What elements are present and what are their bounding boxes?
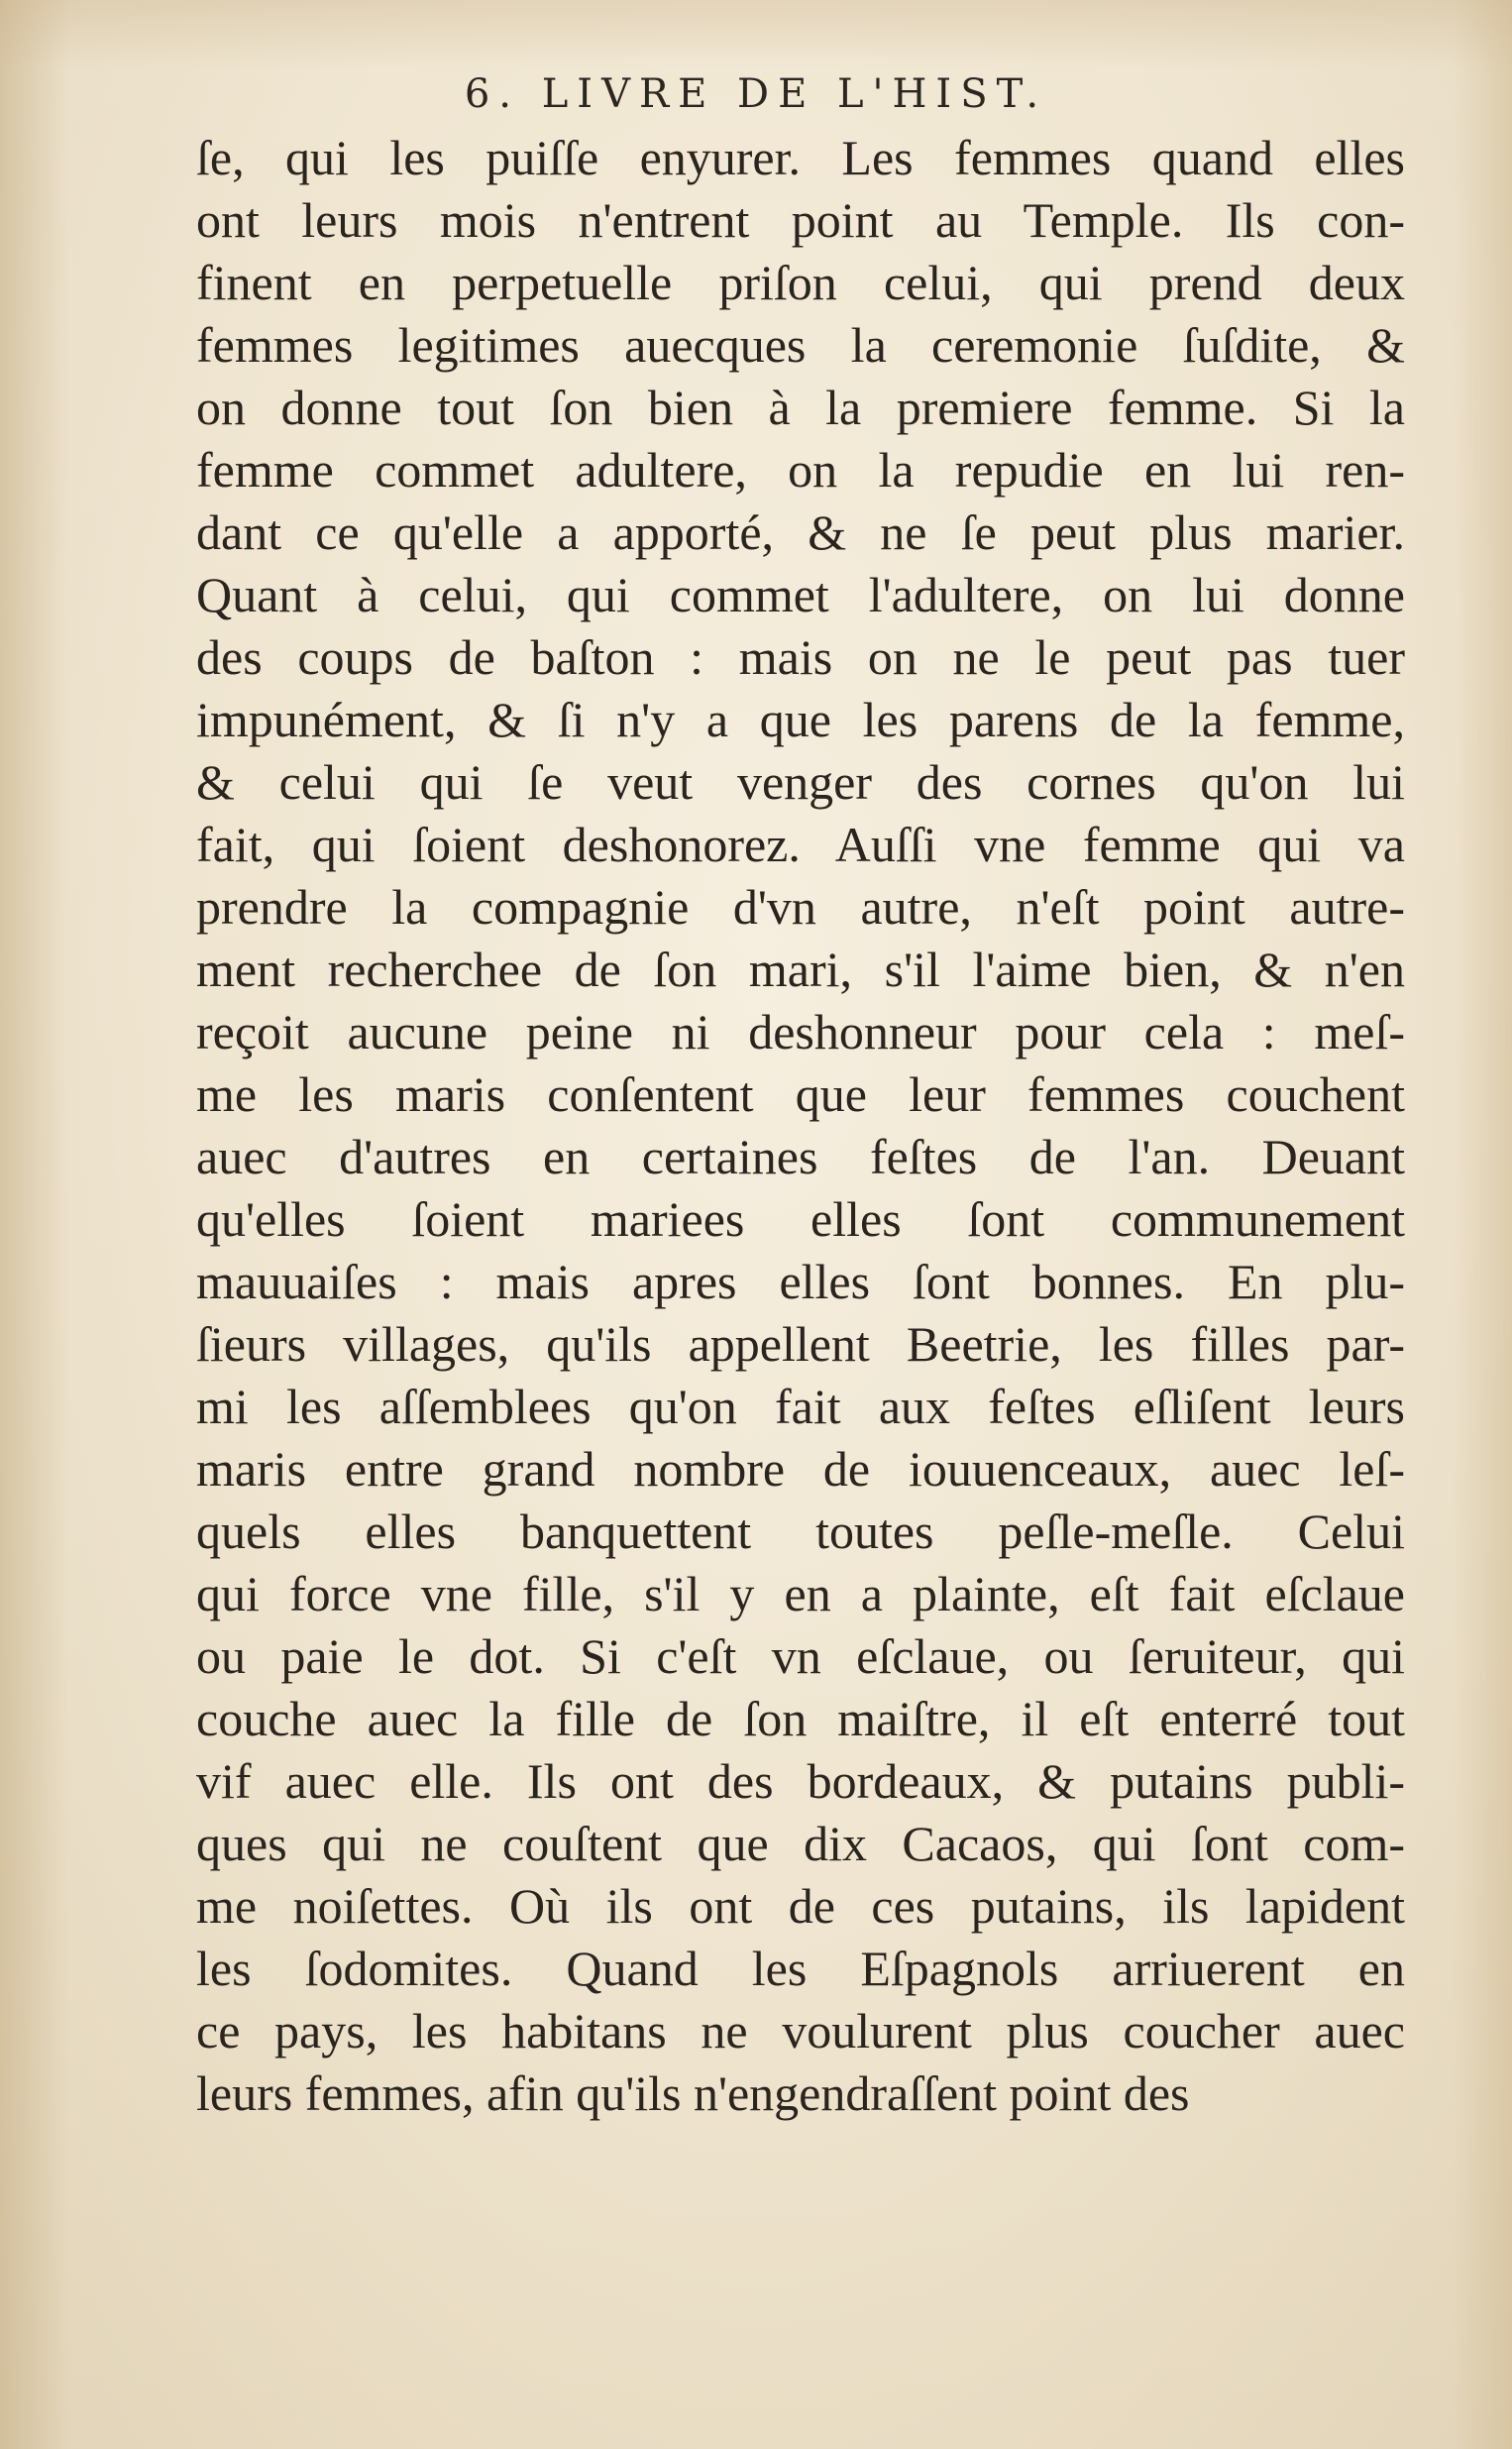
text-line: ou paie le dot. Si c'eſt vn eſclaue, ou ſeruiteur, qui: [196, 1628, 1405, 1684]
text-line: ment recherchee de ſon mari, s'il l'aime bien, & n'en: [196, 942, 1405, 997]
text-line: les ſodomites. Quand les Eſpagnols arriuerent en: [196, 1941, 1405, 1996]
text-line: Quant à celui, qui commet l'adultere, on lui donne: [196, 567, 1405, 622]
text-line: couche auec la fille de ſon maiſtre, il eſt enterré tout: [196, 1691, 1405, 1746]
text-line: mi les aſſemblees qu'on fait aux feſtes eſliſent leurs: [196, 1379, 1405, 1434]
text-line: ques qui ne couſtent que dix Cacaos, qui ſont com-: [196, 1816, 1405, 1871]
page-edge-shadow-top: [0, 0, 1512, 69]
text-line: qui force vne fille, s'il y en a plainte, eſt fait eſclaue: [196, 1566, 1405, 1621]
text-line: reçoit aucune peine ni deshonneur pour cela : meſ-: [196, 1004, 1405, 1059]
text-line: leurs femmes, afin qu'ils n'engendraſſent point des: [196, 2065, 1190, 2121]
text-line: femme commet adultere, on la repudie en lui ren-: [196, 442, 1405, 498]
page-edge-shadow-right: [1453, 0, 1512, 2449]
text-line: ce pays, les habitans ne voulurent plus coucher auec: [196, 2003, 1405, 2059]
text-line: femmes legitimes auecques la ceremonie ſuſdite, &: [196, 317, 1405, 373]
text-line: ſieurs villages, qu'ils appellent Beetrie, les filles par-: [196, 1316, 1405, 1372]
text-line: on donne tout ſon bien à la premiere femme. Si la: [196, 380, 1405, 435]
text-line: prendre la compagnie d'vn autre, n'eſt point autre-: [196, 879, 1405, 935]
text-line: ſe, qui les puiſſe enyurer. Les femmes quand elles: [196, 130, 1405, 185]
text-line: me les maris conſentent que leur femmes couchent: [196, 1066, 1405, 1122]
text-line: ont leurs mois n'entrent point au Temple. Ils con-: [196, 192, 1405, 248]
text-line: me noiſettes. Où ils ont de ces putains, ils lapident: [196, 1878, 1405, 1934]
text-line: dant ce qu'elle a apporté, & ne ſe peut plus marier.: [196, 504, 1405, 560]
text-line: quels elles banquettent toutes peſle-meſle. Celui: [196, 1503, 1405, 1559]
page-edge-shadow-left: [0, 0, 69, 2449]
text-line: & celui qui ſe veut venger des cornes qu'on lui: [196, 754, 1405, 810]
text-line: vif auec elle. Ils ont des bordeaux, & putains publi-: [196, 1753, 1405, 1809]
text-line: auec d'autres en certaines feſtes de l'an. Deuant: [196, 1129, 1405, 1184]
text-line: mauuaiſes : mais apres elles ſont bonnes. En plu-: [196, 1254, 1405, 1309]
text-line: fait, qui ſoient deshonorez. Auſſi vne femme qui va: [196, 817, 1405, 872]
text-line: des coups de baſton : mais on ne le peut pas tuer: [196, 629, 1405, 685]
body-text: [196, 127, 1405, 2125]
text-line: finent en perpetuelle priſon celui, qui prend deux: [196, 255, 1405, 310]
text-line: impunément, & ſi n'y a que les parens de la femme,: [196, 692, 1405, 747]
text-line: maris entre grand nombre de iouuenceaux, auec leſ-: [196, 1441, 1405, 1497]
text-line: qu'elles ſoient mariees elles ſont communement: [196, 1191, 1405, 1247]
running-head: 6. LIVRE DE L'HIST.: [464, 71, 1048, 117]
